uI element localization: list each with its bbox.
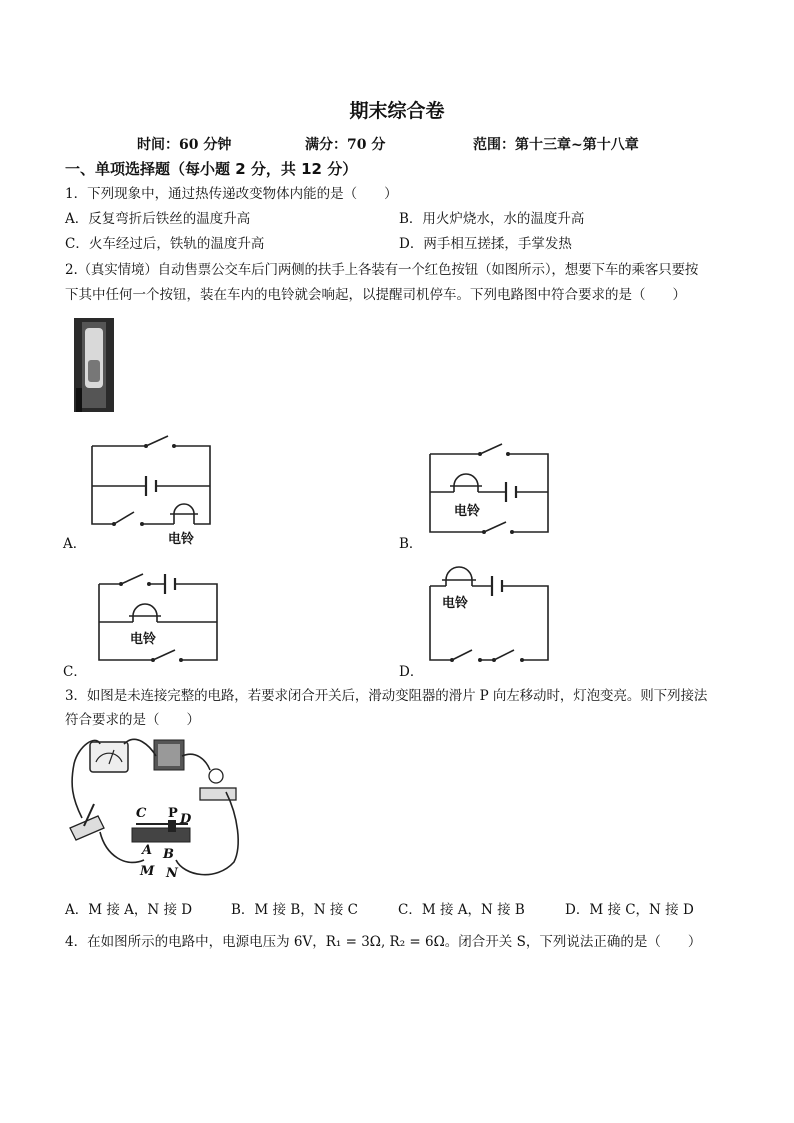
q2-stem-line1: 2.（真实情境）自动售票公交车后门两侧的扶手上各装有一个红色按钮（如图所示），想要下车的乘客只要按 xyxy=(65,262,699,278)
circuit-diagram-b xyxy=(426,440,556,540)
q3-option-a: A．M 接 A，N 接 D xyxy=(65,902,193,918)
rheostat-label-a: A xyxy=(142,843,153,858)
q2-stem-line2: 下其中任何一个按钮，装在车内的电铃就会响起，以提醒司机停车。下列电路图中符合要求的是（ ） xyxy=(65,287,686,303)
circuit-diagram-c xyxy=(95,568,225,668)
q4-stem: 4．在如图所示的电路中，电源电压为 6V，R₁ = 3Ω, R₂ = 6Ω。闭合开关 S，下列说法正确的是（ ） xyxy=(65,934,702,950)
wire-label-m: M xyxy=(140,864,155,879)
q1-option-c: C．火车经过后，铁轨的温度升高 xyxy=(65,236,265,252)
q1-option-b: B．用火炉烧水，水的温度升高 xyxy=(399,211,585,227)
q3-circuit-photo xyxy=(66,736,242,884)
q2-option-a-label: A． xyxy=(63,536,87,552)
exam-scope: 范围：第十三章~第十八章 xyxy=(473,137,639,153)
exam-time: 时间：60 分钟 xyxy=(137,137,232,153)
q1-option-d: D．两手相互搓揉，手掌发热 xyxy=(399,236,572,252)
q2-option-b-label: B． xyxy=(399,536,423,552)
bell-label-d: 电铃 xyxy=(442,596,469,611)
wire-label-n: N xyxy=(166,866,178,881)
bell-label-c: 电铃 xyxy=(130,632,157,647)
q1-stem: 1．下列现象中，通过热传递改变物体内能的是（ ） xyxy=(65,186,398,202)
q3-option-b: B．M 接 B，N 接 C xyxy=(231,902,358,918)
q2-option-d-label: D． xyxy=(399,664,424,680)
page-title: 期末综合卷 xyxy=(349,100,445,122)
rheostat-label-b: B xyxy=(163,847,174,862)
bell-label-a: 电铃 xyxy=(168,532,195,547)
q3-option-c: C．M 接 A，N 接 B xyxy=(398,902,525,918)
q3-stem-line2: 符合要求的是（ ） xyxy=(65,712,200,728)
rheostat-label-p: P xyxy=(168,806,178,821)
q3-stem-line1: 3．如图是未连接完整的电路，若要求闭合开关后，滑动变阻器的滑片 P 向左移动时，灯泡变亮。则下列接法 xyxy=(65,688,708,704)
q2-option-c-label: C． xyxy=(63,664,87,680)
q3-option-d: D．M 接 C，N 接 D xyxy=(565,902,694,918)
handrail-button-photo xyxy=(72,318,116,414)
rheostat-label-c: C xyxy=(136,806,147,821)
section-heading: 一、单项选择题（每小题 2 分，共 12 分） xyxy=(65,160,358,178)
bell-label-b: 电铃 xyxy=(454,504,481,519)
exam-score: 满分：70 分 xyxy=(305,137,386,153)
rheostat-label-d: D xyxy=(180,812,192,827)
circuit-diagram-a xyxy=(88,430,218,530)
q1-option-a: A．反复弯折后铁丝的温度升高 xyxy=(65,211,251,227)
